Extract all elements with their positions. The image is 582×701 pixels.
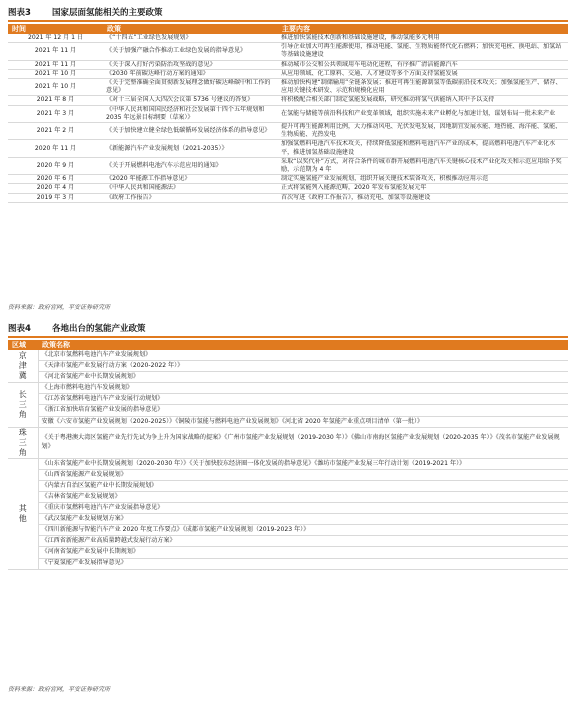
policy-cell: 《2030 年前碳达峰行动方案的通知》 bbox=[103, 69, 278, 78]
fig3-source: 资料来源：政府官网，平安证券研究所 bbox=[8, 304, 111, 311]
content-cell: 从应用领域、化工原料、交通、人才建设等多个方面支持氢能发展 bbox=[278, 69, 568, 78]
content-cell: 推动加快构建“制储输用”全链条发展；推进可再生能源制氢等低碳前沿技术攻关；加强氢能生产、储存、应用关键技术研发、示范和规模化应用 bbox=[278, 79, 568, 96]
table-row bbox=[8, 514, 568, 525]
table-row bbox=[8, 394, 568, 405]
fig3-table bbox=[8, 24, 568, 203]
fig3-header-policy: 政策 bbox=[103, 24, 278, 34]
table-row bbox=[8, 123, 568, 140]
fig4-label: 图表4 bbox=[8, 324, 31, 334]
table-row bbox=[8, 140, 568, 157]
policy-cell: 《对十三届全国人大四次会议第 5736 号建议的答复》 bbox=[103, 96, 278, 105]
table-row bbox=[8, 34, 568, 43]
date-cell: 2021 年 12 月 1 日 bbox=[8, 34, 103, 43]
content-cell: 将积极配合相关部门制定氢能发展战略，研究推动将氢气供能纳入其中予以支持 bbox=[278, 96, 568, 105]
policy-cell: 《武汉氢能产业发展规划方案》 bbox=[38, 514, 568, 525]
date-cell: 2020 年 11 月 bbox=[8, 140, 103, 157]
policy-cell: 《山东省氢能产业中长期发展规划（2020-2030 年）》《关于加快胶东经济圈一体化发展的指导意见》《潍坊市氢能产业发展三年行动计划（2019-2021 年）》 bbox=[38, 458, 568, 469]
date-cell: 2020 年 6 月 bbox=[8, 175, 103, 184]
fig3-header-content: 主要内容 bbox=[278, 24, 568, 34]
table-row bbox=[8, 480, 568, 491]
content-cell: 推动城市公交和公共领域用车电动化进程，有序推广清洁能源汽车 bbox=[278, 60, 568, 69]
table-row bbox=[8, 416, 568, 427]
table-row bbox=[8, 491, 568, 502]
table-row bbox=[8, 60, 568, 69]
policy-cell: 《天津市氢能产业发展行动方案（2020-2022 年）》 bbox=[38, 361, 568, 372]
table-row bbox=[8, 69, 568, 78]
table-row bbox=[8, 536, 568, 547]
content-cell: 加强氢燃料电池汽车技术攻关，持续降低氢能和燃料电池汽车产业的成本，提高燃料电池汽车产业化水平，推进加氢基础设施建设 bbox=[278, 140, 568, 157]
policy-cell: 《浙江省加快培育氢能产业发展的指导意见》 bbox=[38, 405, 568, 416]
policy-cell: 《江苏省氢燃料电池汽车产业发展行动规划》 bbox=[38, 394, 568, 405]
fig4-source: 资料来源：政府官网，平安证券研究所 bbox=[8, 686, 111, 693]
fig3-title: 国家层面氢能相关的主要政策 bbox=[52, 8, 163, 18]
table-row bbox=[8, 405, 568, 416]
table-row bbox=[8, 361, 568, 372]
fig4-header-policy: 政策名称 bbox=[38, 340, 568, 350]
region-label: 其他 bbox=[18, 503, 27, 523]
region-label: 珠三角 bbox=[18, 427, 27, 457]
content-cell: 引导企业加大可再生能源使用，推动电能、氢能、生物质能替代化石燃料；加快充电桩、换电站、加氢站等基础设施建设 bbox=[278, 43, 568, 60]
content-cell: 制定实施氢能产业发展规划，组织开展关键技术装备攻关，积极推动应用示范 bbox=[278, 175, 568, 184]
policy-cell: 《吉林省氢能产业发展规划》 bbox=[38, 491, 568, 502]
policy-cell: 安徽《六安市氢能产业发展规划（2020-2025）》《铜陵市氢能与燃料电池产业发展规划》《河北省 2020 年氢能产业重点项目清单（第一批）》 bbox=[38, 416, 568, 427]
policy-cell: 《“十四五”工业绿色发展规划》 bbox=[103, 34, 278, 43]
table-row bbox=[8, 184, 568, 193]
content-cell: 提升可再生能源利用比例，大力推动风电、光伏发电发展，因地制宜发展水能、地热能、海洋能、氢能、生物质能、光热发电 bbox=[278, 123, 568, 140]
table-row bbox=[8, 193, 568, 202]
policy-cell: 《宁夏氢能产业发展指导意见》 bbox=[38, 558, 568, 569]
table-row bbox=[8, 503, 568, 514]
policy-cell: 《河南省氢能产业发展中长期规划》 bbox=[38, 547, 568, 558]
table-row bbox=[8, 105, 568, 122]
fig4-header-region: 区域 bbox=[8, 340, 38, 350]
policy-cell: 《新能源汽车产业发展规划（2021-2035）》 bbox=[103, 140, 278, 157]
fig3-header-row bbox=[8, 24, 568, 34]
date-cell: 2021 年 8 月 bbox=[8, 96, 103, 105]
policy-cell: 《河北省氢能产业中长期发展规划》 bbox=[38, 372, 568, 383]
table-row bbox=[8, 157, 568, 174]
policy-cell: 《上海市燃料电池汽车发展规划》 bbox=[38, 383, 568, 394]
fig3-title-bar bbox=[8, 6, 568, 22]
table-row bbox=[8, 547, 568, 558]
policy-cell: 《关于加强产融合作推动工业绿色发展的指导意见》 bbox=[103, 43, 278, 60]
fig4-table bbox=[8, 340, 568, 570]
policy-cell: 《江西省新能源产业高质量跨越式发展行动方案》 bbox=[38, 536, 568, 547]
content-cell: 首次写进《政府工作报告》，推动充电、加氢等设施建设 bbox=[278, 193, 568, 202]
policy-cell: 《关于开展燃料电池汽车示范应用的通知》 bbox=[103, 157, 278, 174]
policy-cell: 《中华人民共和国能源法》 bbox=[103, 184, 278, 193]
table-row bbox=[8, 427, 568, 458]
date-cell: 2021 年 2 月 bbox=[8, 123, 103, 140]
policy-cell: 《政府工作报告》 bbox=[103, 193, 278, 202]
region-label: 长三角 bbox=[18, 389, 27, 419]
date-cell: 2019 年 3 月 bbox=[8, 193, 103, 202]
table-row bbox=[8, 43, 568, 60]
region-label: 京津冀 bbox=[18, 351, 27, 381]
policy-cell: 《关于完整准确全面贯彻新发展理念做好碳达峰碳中和工作的意见》 bbox=[103, 79, 278, 96]
policy-cell: 《山西省氢能源产业发展规划》 bbox=[38, 469, 568, 480]
table-row bbox=[8, 175, 568, 184]
table-row bbox=[8, 469, 568, 480]
region-cell bbox=[8, 383, 38, 427]
date-cell: 2020 年 9 月 bbox=[8, 157, 103, 174]
content-cell: 在氢能与储能等前沿科技和产业变革领域，组织实施未来产业孵化与加速计划，谋划布局一批未来产业 bbox=[278, 105, 568, 122]
fig3-header-date: 时间 bbox=[8, 24, 103, 34]
table-row bbox=[8, 372, 568, 383]
policy-cell: 《重庆市氢燃料电池汽车产业发展指导意见》 bbox=[38, 503, 568, 514]
fig4-title: 各地出台的氢能产业政策 bbox=[52, 324, 146, 334]
policy-cell: 《关于粤港澳大湾区氢能产业先行先试为争上升为国家战略的提案》《广州市氢能产业发展规划（2019-2030 年）》《佛山市南海区氢能产业发展规划（2020-2035 年）》《茂名市氢能产业发展规划》 bbox=[38, 427, 568, 458]
date-cell: 2021 年 10 月 bbox=[8, 79, 103, 96]
content-cell: 推进加快氢能技术创新和基础设施建设，推动氢能多元利用 bbox=[278, 34, 568, 43]
table-row bbox=[8, 79, 568, 96]
table-row bbox=[8, 525, 568, 536]
region-cell bbox=[8, 458, 38, 569]
policy-cell: 《四川新能源与智能汽车产业 2020 年度工作要点》《成都市氢能产业发展规划（2019-2023 年）》 bbox=[38, 525, 568, 536]
policy-cell: 《2020 年能源工作指导意见》 bbox=[103, 175, 278, 184]
content-cell: 采取“以奖代补”方式，对符合条件的城市群开展燃料电池汽车关键核心技术产业化攻关和示范应用给予奖励，示范期为 4 年 bbox=[278, 157, 568, 174]
date-cell: 2021 年 11 月 bbox=[8, 60, 103, 69]
policy-cell: 《内蒙古自治区氢能产业中长期发展规划》 bbox=[38, 480, 568, 491]
fig4-title-bar bbox=[8, 322, 568, 338]
fig4-header-row bbox=[8, 340, 568, 350]
policy-cell: 《中华人民共和国国民经济和社会发展第十四个五年规划和 2035 年远景目标纲要（草案）》 bbox=[103, 105, 278, 122]
table-row bbox=[8, 96, 568, 105]
table-row bbox=[8, 558, 568, 569]
content-cell: 正式将氢能列入能源范畴，2020 年发布氢能发展元年 bbox=[278, 184, 568, 193]
policy-cell: 《北京市氢燃料电池汽车产业发展规划》 bbox=[38, 350, 568, 361]
date-cell: 2021 年 3 月 bbox=[8, 105, 103, 122]
region-cell bbox=[8, 350, 38, 383]
table-row bbox=[8, 383, 568, 394]
date-cell: 2021 年 11 月 bbox=[8, 43, 103, 60]
policy-cell: 《关于加快建立健全绿色低碳循环发展经济体系的指导意见》 bbox=[103, 123, 278, 140]
policy-cell: 《关于深入打好污染防治攻坚战的意见》 bbox=[103, 60, 278, 69]
table-row bbox=[8, 350, 568, 361]
table-row bbox=[8, 458, 568, 469]
date-cell: 2020 年 4 月 bbox=[8, 184, 103, 193]
date-cell: 2021 年 10 月 bbox=[8, 69, 103, 78]
region-cell bbox=[8, 427, 38, 458]
fig3-label: 图表3 bbox=[8, 8, 31, 18]
